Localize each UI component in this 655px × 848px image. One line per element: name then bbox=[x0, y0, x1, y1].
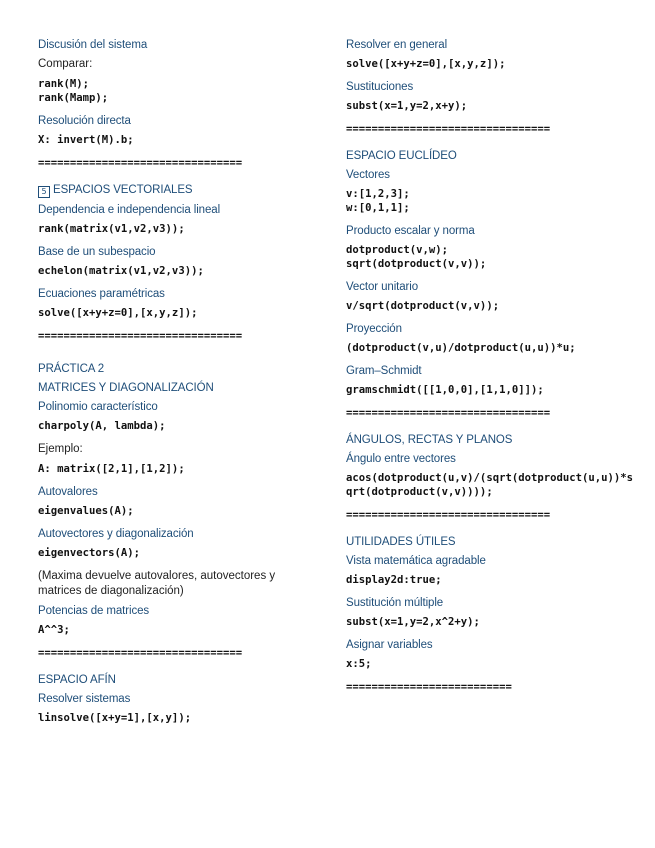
code-invert: X: invert(M).b; bbox=[38, 134, 134, 146]
heading-vista-matematica: Vista matemática agradable bbox=[346, 555, 486, 567]
heading-matrices-diagonalizacion: MATRICES Y DIAGONALIZACIÓN bbox=[38, 382, 214, 394]
heading-espacio-afin: ESPACIO AFÍN bbox=[38, 674, 116, 686]
heading-polinomio: Polinomio característico bbox=[38, 401, 158, 413]
code-subst-multiple: subst(x=1,y=2,x^2+y); bbox=[346, 616, 480, 628]
heading-autovalores: Autovalores bbox=[38, 486, 98, 498]
section-number-badge: 5 bbox=[38, 186, 50, 198]
code-unit-vector: v/sqrt(dotproduct(v,v)); bbox=[346, 300, 500, 312]
heading-espacios-vectoriales-label: ESPACIOS VECTORIALES bbox=[53, 184, 193, 196]
heading-proyeccion: Proyección bbox=[346, 323, 402, 335]
heading-gram-schmidt: Gram–Schmidt bbox=[346, 365, 422, 377]
code-rank-matrix: rank(matrix(v1,v2,v3)); bbox=[38, 223, 185, 235]
heading-resolver-general: Resolver en general bbox=[346, 39, 448, 51]
code-display2d: display2d:true; bbox=[346, 574, 442, 586]
separator: ================================ bbox=[38, 330, 243, 342]
code-eigenvalues: eigenvalues(A); bbox=[38, 505, 134, 517]
heading-ecuaciones-parametricas: Ecuaciones paramétricas bbox=[38, 288, 165, 300]
heading-sustituciones: Sustituciones bbox=[346, 81, 414, 93]
heading-espacio-euclideo: ESPACIO EUCLÍDEO bbox=[346, 150, 457, 162]
heading-asignar-variables: Asignar variables bbox=[346, 639, 433, 651]
code-eigenvectors: eigenvectors(A); bbox=[38, 547, 141, 559]
code-projection: (dotproduct(v,u)/dotproduct(u,u))*u; bbox=[346, 342, 576, 354]
code-acos: acos(dotproduct(u,v)/(sqrt(dotproduct(u,u))*sqrt(dotproduct(v,v)))); bbox=[346, 472, 634, 498]
heading-angulos-rectas-planos: ÁNGULOS, RECTAS Y PLANOS bbox=[346, 434, 513, 446]
code-rank-mamp: rank(Mamp); bbox=[38, 92, 109, 104]
separator: ================================ bbox=[346, 509, 551, 521]
text-ejemplo: Ejemplo: bbox=[38, 443, 83, 455]
code-linsolve: linsolve([x+y=1],[x,y]); bbox=[38, 712, 192, 724]
heading-base-subespacio: Base de un subespacio bbox=[38, 246, 156, 258]
code-vector-w: w:[0,1,1]; bbox=[346, 202, 410, 214]
code-solve-general: solve([x+y+z=0],[x,y,z]); bbox=[346, 58, 506, 70]
heading-vector-unitario: Vector unitario bbox=[346, 281, 419, 293]
code-vector-v: v:[1,2,3]; bbox=[346, 188, 410, 200]
text-maxima-note: (Maxima devuelve autovalores, autovectores y matrices de diagonalización) bbox=[38, 570, 276, 597]
heading-potencias: Potencias de matrices bbox=[38, 605, 150, 617]
heading-resolucion-directa: Resolución directa bbox=[38, 115, 131, 127]
heading-angulo-vectores: Ángulo entre vectores bbox=[346, 453, 456, 465]
heading-practica-2: PRÁCTICA 2 bbox=[38, 363, 105, 375]
code-power: A^^3; bbox=[38, 624, 70, 636]
code-norm: sqrt(dotproduct(v,v)); bbox=[346, 258, 487, 270]
text-comparar: Comparar: bbox=[38, 58, 93, 70]
separator: ================================ bbox=[38, 647, 243, 659]
left-column bbox=[38, 38, 318, 734]
separator: ================================ bbox=[38, 157, 243, 169]
code-gramschmidt: gramschmidt([[1,0,0],[1,1,0]]); bbox=[346, 384, 544, 396]
right-column bbox=[346, 38, 636, 707]
code-solve: solve([x+y+z=0],[x,y,z]); bbox=[38, 307, 198, 319]
code-matrix-a: A: matrix([2,1],[1,2]); bbox=[38, 463, 185, 475]
code-subst: subst(x=1,y=2,x+y); bbox=[346, 100, 468, 112]
heading-discusion-sistema: Discusión del sistema bbox=[38, 39, 148, 51]
code-charpoly: charpoly(A, lambda); bbox=[38, 420, 166, 432]
separator: ================================ bbox=[346, 123, 551, 135]
code-echelon: echelon(matrix(v1,v2,v3)); bbox=[38, 265, 204, 277]
code-rank-m: rank(M); bbox=[38, 78, 90, 90]
heading-autovectores: Autovectores y diagonalización bbox=[38, 528, 194, 540]
separator-end: ========================== bbox=[346, 681, 512, 693]
heading-producto-escalar: Producto escalar y norma bbox=[346, 225, 475, 237]
heading-espacios-vectoriales bbox=[38, 183, 318, 198]
separator: ================================ bbox=[346, 407, 551, 419]
heading-sustitucion-multiple: Sustitución múltiple bbox=[346, 597, 444, 609]
heading-utilidades: UTILIDADES ÚTILES bbox=[346, 536, 456, 548]
heading-vectores: Vectores bbox=[346, 169, 390, 181]
code-assign: x:5; bbox=[346, 658, 372, 670]
heading-resolver-sistemas: Resolver sistemas bbox=[38, 693, 131, 705]
code-dotproduct: dotproduct(v,w); bbox=[346, 244, 449, 256]
heading-dependencia: Dependencia e independencia lineal bbox=[38, 204, 221, 216]
